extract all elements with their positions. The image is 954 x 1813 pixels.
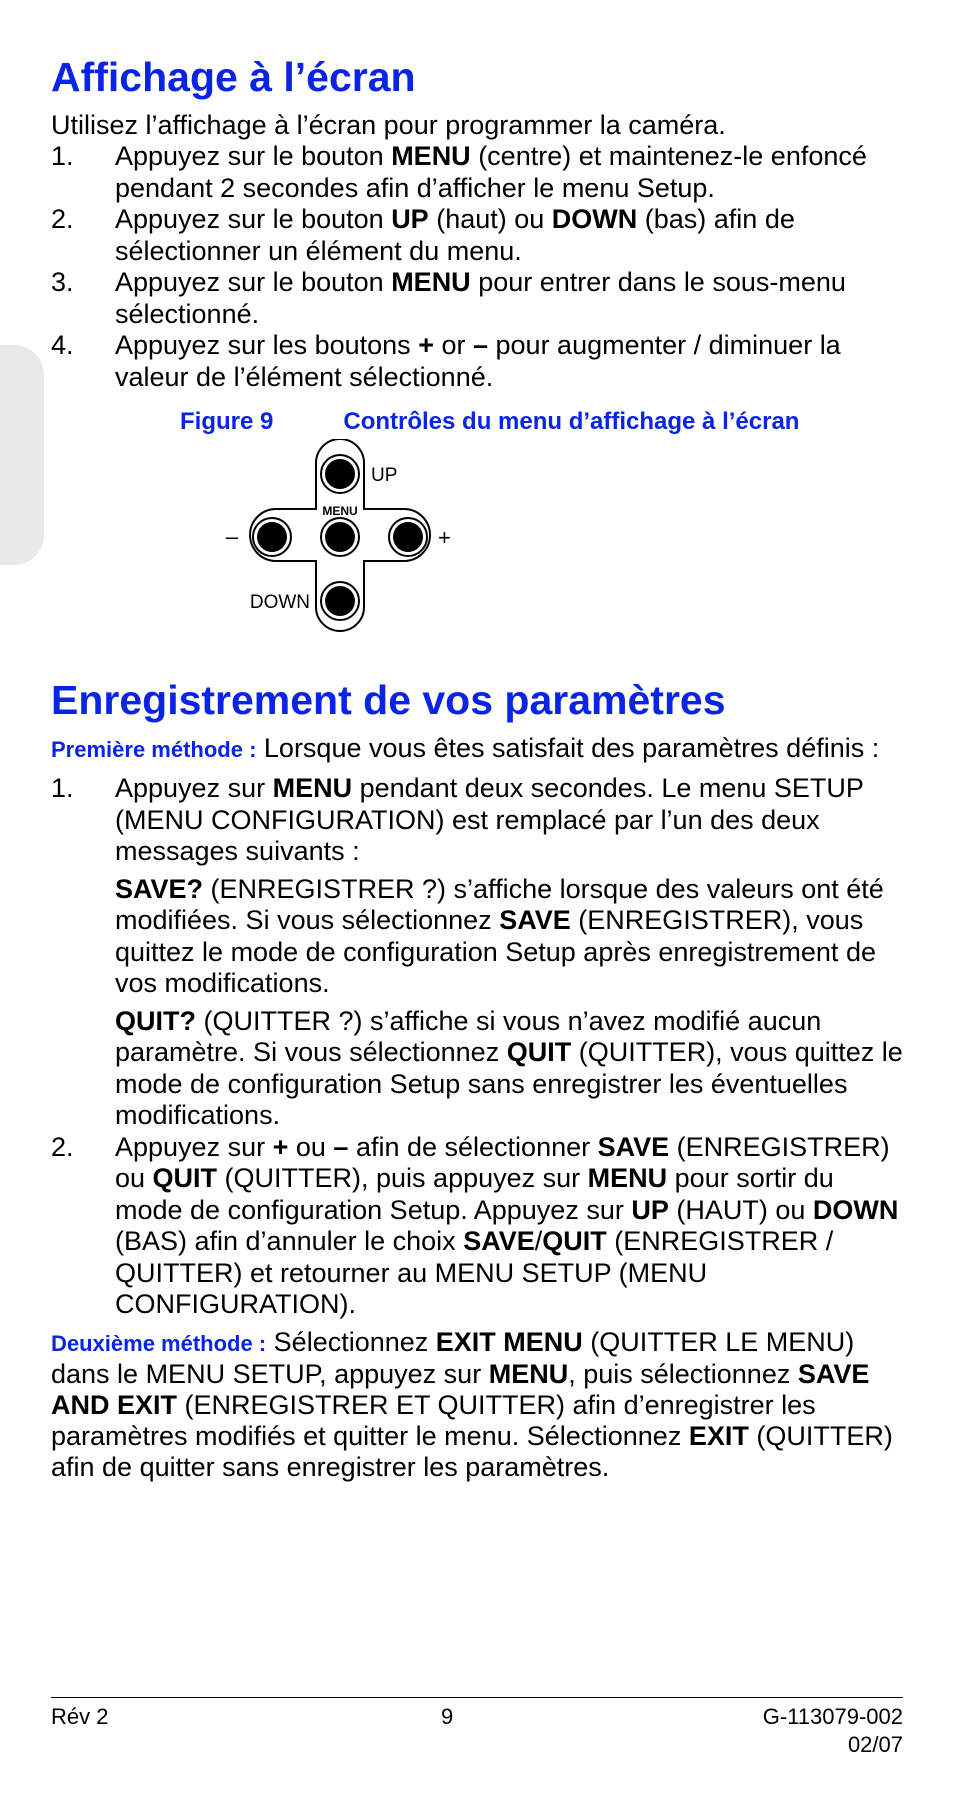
- list-item-text: [115, 267, 903, 330]
- list-item-text: [115, 1132, 903, 1321]
- text-run: Appuyez sur le bouton: [115, 141, 392, 171]
- bold-keyword: QUIT?: [115, 1005, 196, 1036]
- text-run: (ENREGISTRER ?) s’affiche lorsque des valeurs ont été modifiées. Si vous sélectionnez: [115, 873, 884, 935]
- list-number: 1.: [51, 773, 74, 803]
- text-run: (QUITTER), vous quittez le mode de configuration Setup sans enregistrer les éventuelles modifications.: [115, 1037, 903, 1130]
- text-run: (ENREGISTRER ET QUITTER) afin d’enregistrer les paramètres modifiés et quitter le menu. Sélectionnez: [51, 1389, 816, 1451]
- plus-button[interactable]: [389, 518, 427, 556]
- figure-number: Figure 9: [180, 408, 274, 435]
- footer-page: 9: [441, 1704, 454, 1729]
- text-run: pour entrer dans le sous-menu sélectionné.: [115, 267, 846, 329]
- text-run: ou: [288, 1131, 334, 1162]
- figure-caption: [180, 407, 903, 437]
- text-run: pendant deux secondes. Le menu SETUP (MENU CONFIGURATION) est remplacé par l’un des deux messages suivants :: [115, 773, 864, 866]
- text-run: (QUITTER ?) s’affiche si vous n’avez modifié aucun paramètre. Si vous sélectionnez: [115, 1005, 822, 1067]
- up-button[interactable]: [321, 455, 359, 493]
- side-tab: [0, 345, 44, 565]
- method2-paragraph: [51, 1327, 903, 1483]
- sub-paragraph: [115, 874, 903, 1000]
- text-run: (bas) afin de sélectionner un élément du menu.: [115, 204, 795, 266]
- text-run: (ENREGISTRER), vous quittez le mode de configuration Setup après enregistrement de vos modifications.: [115, 905, 876, 998]
- intro-text: Utilisez l’affichage à l’écran pour programmer la caméra.: [51, 110, 726, 140]
- list-item: [51, 204, 903, 267]
- label-down: DOWN: [249, 592, 310, 613]
- bold-keyword: –: [333, 1131, 349, 1162]
- text-run: Appuyez sur les boutons: [115, 330, 419, 360]
- list-number: 2.: [51, 1131, 74, 1162]
- text-run: Appuyez sur: [115, 773, 273, 803]
- list-item: [51, 141, 903, 204]
- minus-button[interactable]: [253, 518, 291, 556]
- bold-keyword: –: [472, 330, 489, 360]
- list-number: 1.: [51, 141, 74, 171]
- method1-text: Lorsque vous êtes satisfait des paramètres définis :: [256, 733, 880, 763]
- label-plus: +: [438, 525, 451, 550]
- bold-keyword: SAVE?: [115, 873, 204, 904]
- bold-keyword: QUIT: [542, 1226, 607, 1256]
- text-run: , puis sélectionnez: [568, 1358, 798, 1389]
- label-menu: MENU: [322, 504, 358, 518]
- footer-date: 02/07: [847, 1732, 903, 1757]
- list-item: [51, 267, 903, 330]
- list-number: 4.: [51, 330, 74, 360]
- text-run: Sélectionnez: [266, 1326, 436, 1357]
- text-run: (haut) ou: [428, 204, 552, 234]
- list-number: 2.: [51, 204, 74, 234]
- list-item-text: [115, 204, 903, 267]
- bold-keyword: MENU: [391, 141, 471, 171]
- heading-enregistrement: Enregistrement de vos paramètres: [51, 677, 726, 723]
- list-item: [51, 773, 903, 1132]
- bold-keyword: MENU: [272, 773, 353, 803]
- text-run: (centre) et maintenez-le enfoncé pendant 2 secondes afin d’afficher le menu Setup.: [115, 141, 867, 203]
- text-run: (QUITTER LE MENU) dans le MENU SETUP, appuyez sur: [51, 1326, 855, 1389]
- bold-keyword: DOWN: [551, 204, 638, 234]
- list-item-text: [115, 141, 903, 204]
- bold-keyword: SAVE: [463, 1226, 535, 1256]
- control-pad-diagram: [191, 439, 611, 661]
- bold-keyword: UP: [631, 1194, 669, 1225]
- bold-keyword: MENU: [391, 267, 471, 297]
- method2-label: Deuxième méthode :: [51, 1330, 267, 1356]
- text-run: pour augmenter / diminuer la valeur de l’élément sélectionné.: [115, 330, 841, 392]
- text-run: (QUITTER) afin de quitter sans enregistrer les paramètres.: [51, 1420, 893, 1482]
- sub-paragraph: [115, 1006, 903, 1132]
- list-item: [51, 330, 903, 393]
- bold-keyword: QUIT: [506, 1037, 572, 1067]
- page-content: [51, 52, 903, 1483]
- figure-title: Contrôles du menu d’affichage à l’écran: [343, 408, 800, 435]
- bold-keyword: EXIT MENU: [435, 1326, 583, 1357]
- bold-keyword: +: [272, 1131, 289, 1162]
- footer-rev: Rév 2: [51, 1704, 109, 1729]
- bold-keyword: MENU: [587, 1163, 668, 1193]
- bold-keyword: SAVE: [597, 1131, 670, 1162]
- steps-list-1: [51, 141, 903, 393]
- bold-keyword: MENU: [488, 1358, 569, 1389]
- bold-keyword: DOWN: [812, 1194, 899, 1225]
- text-run: (BAS) afin d’annuler le choix: [115, 1226, 464, 1256]
- bold-keyword: +: [418, 330, 434, 360]
- text-run: (ENREGISTRER) ou: [115, 1131, 890, 1193]
- bold-keyword: SAVE: [499, 905, 571, 935]
- footer: [51, 1697, 903, 1759]
- bold-keyword: SAVE AND EXIT: [51, 1358, 870, 1420]
- list-item-text: [115, 330, 903, 393]
- method1-label: Première méthode :: [51, 737, 257, 762]
- text-run: (HAUT) ou: [668, 1194, 813, 1225]
- label-up: UP: [371, 465, 398, 486]
- down-button[interactable]: [321, 582, 359, 620]
- bold-keyword: QUIT: [152, 1163, 218, 1193]
- menu-button[interactable]: [321, 518, 359, 556]
- method1-paragraph: [51, 733, 903, 765]
- text-run: Appuyez sur: [115, 1131, 273, 1162]
- bold-keyword: UP: [391, 204, 429, 234]
- text-run: afin de sélectionner: [348, 1131, 598, 1162]
- text-run: Appuyez sur le bouton: [115, 204, 392, 234]
- bold-keyword: EXIT: [688, 1420, 749, 1451]
- text-run: (QUITTER), puis appuyez sur: [217, 1163, 588, 1193]
- text-run: /: [534, 1226, 543, 1256]
- list-number: 3.: [51, 267, 74, 297]
- steps-list-2: [51, 773, 903, 1321]
- text-run: pour sortir du mode de configuration Setup. Appuyez sur: [115, 1163, 834, 1225]
- text-run: Appuyez sur le bouton: [115, 267, 392, 297]
- text-run: (ENREGISTRER / QUITTER) et retourner au MENU SETUP (MENU CONFIGURATION).: [115, 1226, 834, 1319]
- heading-affichage: Affichage à l’écran: [51, 54, 416, 100]
- footer-doc: G-113079-002: [762, 1704, 903, 1729]
- text-run: or: [433, 330, 473, 360]
- list-item: [51, 1132, 903, 1321]
- list-item-text: [115, 773, 903, 868]
- label-minus: –: [225, 524, 238, 549]
